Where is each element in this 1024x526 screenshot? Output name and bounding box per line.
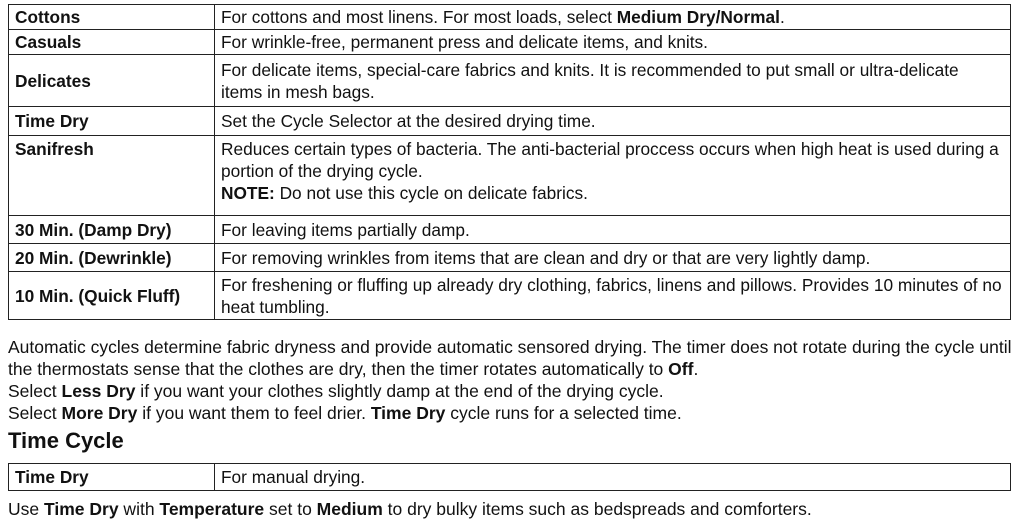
cycle-name: Casuals [9,30,215,55]
desc-bold-text: Medium Dry/Normal [616,7,780,27]
section-heading: Time Cycle [8,428,124,453]
cycle-name: 30 Min. (Damp Dry) [9,216,215,244]
cycle-description: For manual drying. [215,464,1011,491]
cycle-name: Delicates [9,55,215,107]
table-row [9,107,1011,136]
table-row [9,136,1011,216]
table-row [9,244,1011,272]
cycle-description: For leaving items partially damp. [215,216,1011,244]
cycle-name: Sanifresh [9,136,215,216]
cycle-description: For delicate items, special-care fabrics and knits. It is recommended to put small or ultra-delicate items in mesh bags. [215,55,1011,107]
table-row [9,464,1011,491]
cycle-name: Cottons [9,5,215,30]
table-row [9,216,1011,244]
cycle-description: For wrinkle-free, permanent press and delicate items, and knits. [215,30,1011,55]
table-row [9,30,1011,55]
cycle-name: 10 Min. (Quick Fluff) [9,272,215,320]
note-label: NOTE: [221,183,275,203]
cycle-description: Set the Cycle Selector at the desired drying time. [215,107,1011,136]
time-cycle-table [8,463,1011,491]
table-row [9,55,1011,107]
table-row [9,5,1011,30]
table-row [9,272,1011,320]
cycle-description [215,136,1011,216]
cycle-table [8,4,1011,320]
desc-text: For cottons and most linens. For most loads, select [221,7,617,27]
cycle-name: Time Dry [9,464,215,491]
desc-text: Reduces certain types of bacteria. The anti-bacterial proccess occurs when high heat is used during a portion of the drying cycle. [221,139,999,181]
desc-text: . [779,7,785,27]
cycle-name: 20 Min. (Dewrinkle) [9,244,215,272]
cycle-name: Time Dry [9,107,215,136]
cycle-description: For freshening or fluffing up already dry clothing, fabrics, linens and pillows. Provides 10 minutes of no heat tumbling. [215,272,1011,320]
bottom-paragraph: Use Time Dry with Temperature set to Medium to dry bulky items such as bedspreads and comforters. [8,499,812,519]
cycle-description: For removing wrinkles from items that are clean and dry or that are very lightly damp. [215,244,1011,272]
cycle-description [215,5,1011,30]
note-text: Do not use this cycle on delicate fabrics. [274,183,588,203]
automatic-cycles-paragraph: Automatic cycles determine fabric dryness and provide automatic sensored drying. The timer does not rotate during the cycle until the thermostats sense that the clothes are dry, then the timer rotates automatically to Off. Select Less Dry if you want your clothes slightly damp at the end of the drying cycle. Select More Dry if you want them to feel drier. Time Dry cycle runs for a selected time. [8,337,1012,423]
